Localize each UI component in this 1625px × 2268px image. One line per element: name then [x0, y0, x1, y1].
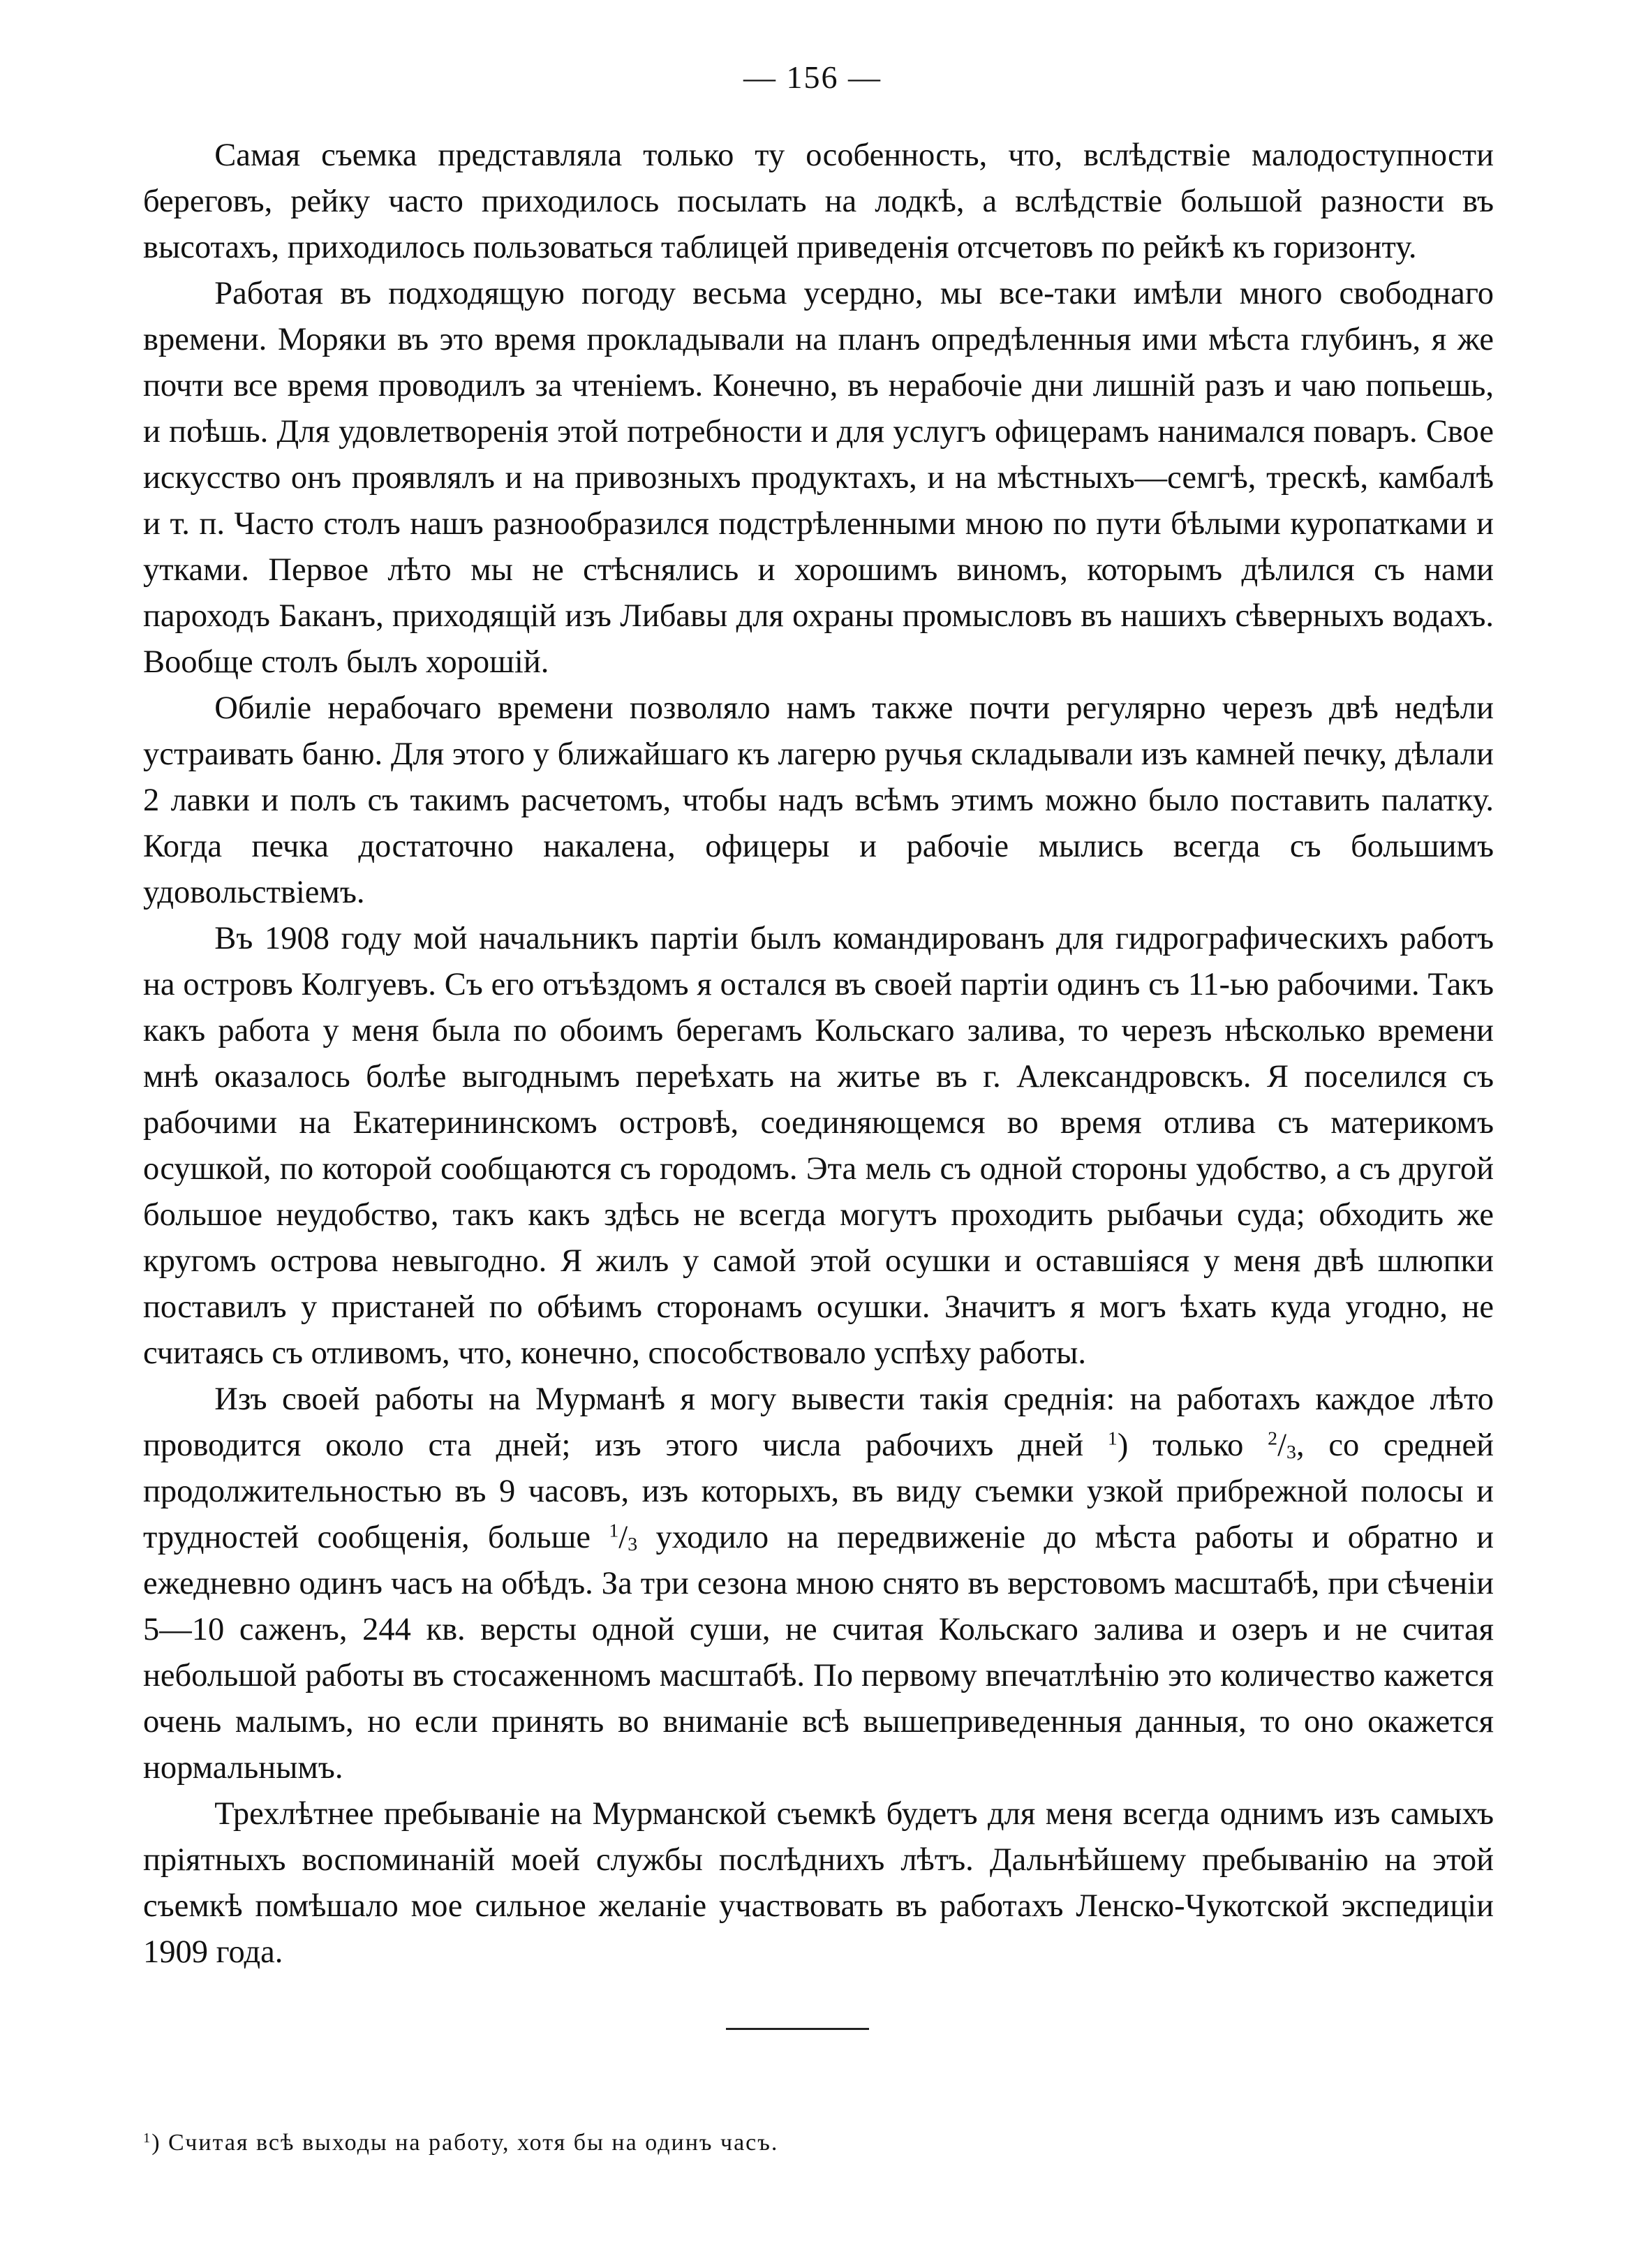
paragraph-1908: Въ 1908 году мой начальникъ партіи былъ командированъ для гидрографическихъ работъ на островъ Колгуевъ. Съ его отъѣздомъ я остался въ своей партіи одинъ съ 11-ью рабочими. Такъ какъ работа у меня была по обоимъ берегамъ Кольскаго залива, то черезъ нѣсколько времени мнѣ оказалось болѣе выгоднымъ переѣхать на житье въ г. Александровскъ. Я поселился съ рабочими на Екатерининскомъ островѣ, соединяющемся во время отлива съ материкомъ осушкой, по которой сообщаются съ городомъ. Эта мель съ одной стороны удобство, а съ другой большое неудобство, такъ какъ здѣсь не всегда могутъ проходить рыбачьи суда; обходить же кругомъ острова невыгодно. Я жилъ у самой этой осушки и оставшіяся у меня двѣ шлюпки поставилъ у пристаней по обѣимъ сторонамъ осушки. Значитъ я могъ ѣхать куда угодно, не считаясь съ отливомъ, что, конечно, способствовало успѣху работы. [143, 921, 1494, 1371]
page-number: — 156 — [743, 59, 882, 95]
fraction-one-third-slash: / [618, 1520, 628, 1555]
paragraph-survey-features: Самая съемка представляла только ту особенность, что, вслѣдствіе малодоступности береговъ, рейку часто приходилось посылать на лодкѣ, а вслѣдствіе большой разности въ высотахъ, приходилось пользоваться таблицей приведенія отсчетовъ по рейкѣ къ горизонту. [143, 138, 1494, 265]
body-text [143, 133, 1494, 1976]
paragraph-free-time: Работая въ подходящую погоду весьма усердно, мы все-таки имѣли много свободнаго времени. Моряки въ это время прокладывали на планъ опредѣленныя ими мѣста глубинъ, я же почти все время проводилъ за чтеніемъ. Конечно, въ нерабочіе дни лишній разъ и чаю попьешь, и поѣшь. Для удовлетворенія этой потребности и для услугъ офицерамъ нанимался поваръ. Свое искусство онъ проявлялъ и на привозныхъ продуктахъ, и на мѣстныхъ—семгѣ, трескѣ, камбалѣ и т. п. Часто столъ нашъ разнообразился подстрѣленными мною по пути бѣлыми куропатками и утками. Первое лѣто мы не стѣснялись и хорошимъ виномъ, которымъ дѣлился съ нами пароходъ Баканъ, приходящій изъ Либавы для охраны промысловъ въ нашихъ сѣверныхъ водахъ. Вообще столъ былъ хорошій. [143, 276, 1494, 680]
paragraph-work-averages [143, 1377, 1494, 1791]
fraction-two-thirds-numerator: 2 [1268, 1428, 1278, 1450]
section-divider [726, 2028, 869, 2030]
paragraph-work-averages-part3: , со средней продолжительностью въ 9 часовъ, изъ которыхъ, въ виду съемки узкой прибрежной полосы и трудностей сообщенія, больше [143, 1428, 1494, 1555]
footnote-text: Считая всѣ выходы на работу, хотя бы на одинъ часъ. [168, 2130, 779, 2156]
paragraph-bathhouse: Обиліе нерабочаго времени позволяло намъ также почти регулярно черезъ двѣ недѣли устраивать баню. Для этого у ближайшаго къ лагерю ручья складывали изъ камней печку, дѣлали 2 лавки и полъ съ такимъ расчетомъ, чтобы надъ всѣмъ этимъ можно было поставить палатку. Когда печка достаточно накалена, офицеры и рабочіе мылись всегда съ большимъ удовольствіемъ. [143, 690, 1494, 910]
footnote-reference: 1 [1107, 1428, 1118, 1450]
fraction-one-third-denominator: 3 [628, 1534, 638, 1556]
paragraph-work-averages-part2: ) только [1117, 1428, 1244, 1463]
paragraph-work-averages-part1: Изъ своей работы на Мурманѣ я могу вывести такія среднія: на работахъ каждое лѣто проводится около ста дней; изъ этого числа рабочихъ дней [143, 1381, 1494, 1463]
footnote [143, 2128, 1494, 2158]
paragraph-work-averages-part4: уходило на передвиженіе до мѣста работы и обратно и ежедневно одинъ часъ на обѣдъ. За три сезона мною снято въ верстовомъ масштабѣ, при сѣченіи 5—10 саженъ, 244 кв. версты одной суши, не считая Кольскаго залива и озеръ и не считая небольшой работы въ стосаженномъ масштабѣ. По первому впечатлѣнію это количество кажется очень малымъ, но если принять во вниманіе всѣ вышеприведенныя данныя, то оно окажется нормальнымъ. [143, 1520, 1494, 1786]
footnote-mark-paren: ) [151, 2130, 161, 2156]
footnote-mark: 1 [143, 2130, 152, 2146]
paragraph-three-years: Трехлѣтнее пребываніе на Мурманской съемкѣ будетъ для меня всегда однимъ изъ самыхъ пріятныхъ воспоминаній моей службы послѣднихъ лѣтъ. Дальнѣйшему пребыванію на этой съемкѣ помѣшало мое сильное желаніе участвовать въ работахъ Ленско-Чукотской экспедиціи 1909 года. [143, 1796, 1494, 1970]
fraction-one-third-numerator: 1 [609, 1520, 619, 1542]
fraction-two-thirds-denominator: 3 [1286, 1441, 1296, 1464]
fraction-two-thirds-slash: / [1277, 1428, 1286, 1463]
